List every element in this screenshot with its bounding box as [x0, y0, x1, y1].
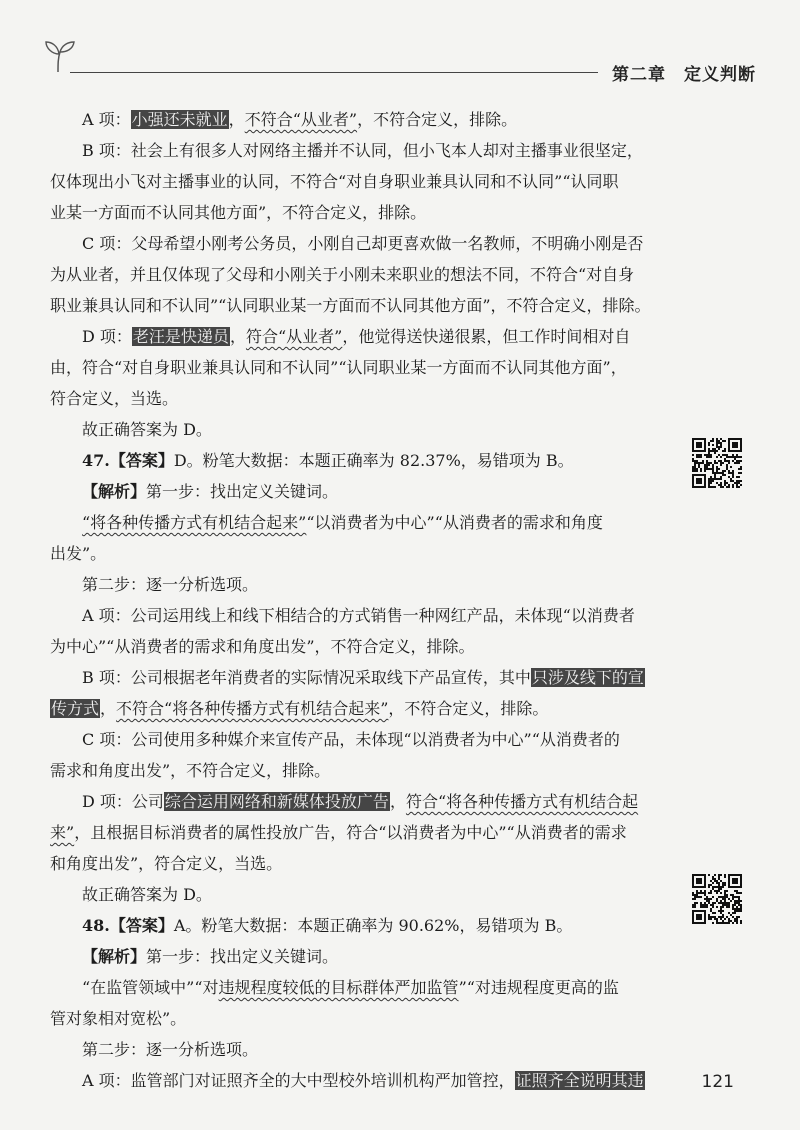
- text-segment: ，: [229, 327, 246, 346]
- text-segment: ，不符合定义，排除。: [357, 110, 518, 129]
- text-line: [80, 569, 664, 600]
- text-segment: 第一步：找出定义关键词。: [146, 947, 339, 966]
- text-segment: 第二步：逐一分析选项。: [82, 575, 259, 594]
- text-segment: ，不符合定义，排除。: [388, 699, 549, 718]
- text-line: [80, 972, 664, 1003]
- highlighted-text: 小强还未就业: [131, 110, 228, 129]
- text-segment: 仅体现出小飞对主播事业的认同，不符合“对自身职业兼具认同和不认同”“认同职: [50, 172, 619, 191]
- text-line: [50, 259, 664, 290]
- text-line: [80, 228, 664, 259]
- qr-code-q48[interactable]: [692, 874, 742, 924]
- text-segment: ”“对违规程度更高的监: [458, 978, 619, 997]
- text-segment: 故正确答案为 D。: [82, 420, 212, 439]
- highlighted-text: 传方式: [51, 699, 100, 718]
- chapter-heading: [612, 60, 756, 85]
- page-body: [50, 104, 664, 1096]
- text-segment: “在监管领域中”“对: [82, 978, 219, 997]
- text-line: [80, 414, 664, 445]
- text-line: [80, 1034, 664, 1065]
- text-segment: “以消费者为中心”“从消费者的需求和角度: [306, 513, 603, 532]
- underlined-text: 违规程度较低的目标群体严加监管: [218, 978, 459, 997]
- text-line: [80, 476, 664, 507]
- text-line: [80, 600, 664, 631]
- bold-label: 【解析】: [82, 947, 147, 966]
- text-line: [80, 724, 664, 755]
- text-segment: 为从业者，并且仅体现了父母和小刚关于小刚未来职业的想法不同，不符合“对自身: [50, 265, 635, 284]
- text-segment: A 项：公司运用线上和线下相结合的方式销售一种网红产品，未体现“以消费者: [82, 606, 635, 625]
- text-segment: C 项：父母希望小刚考公务员，小刚自己却更喜欢做一名教师，不明确小刚是否: [82, 234, 644, 253]
- text-line: [80, 321, 664, 352]
- highlighted-text: 证照齐全说明其违: [515, 1071, 644, 1090]
- underlined-text: 不符合“从业者”: [244, 110, 358, 129]
- text-line: [50, 383, 664, 414]
- qr-code-q47[interactable]: [692, 438, 742, 488]
- text-line: [50, 538, 664, 569]
- text-line: [50, 755, 664, 786]
- text-segment: ，: [389, 792, 406, 811]
- underlined-text: 符合“从业者”: [245, 327, 343, 346]
- text-line: [50, 290, 664, 321]
- text-line: [80, 910, 664, 941]
- header-rule: [70, 72, 598, 73]
- text-line: [80, 135, 664, 166]
- chapter-title: 定义判断: [684, 65, 756, 85]
- text-line: [80, 786, 664, 817]
- text-segment: 职业兼具认同和不认同”“认同职业某一方面而不认同其他方面”，不符合定义，排除。: [50, 296, 651, 315]
- highlighted-text: 老汪是快递员: [132, 327, 229, 346]
- text-line: [50, 1003, 664, 1034]
- text-segment: 需求和角度出发”，不符合定义，排除。: [50, 761, 331, 780]
- page-header: [0, 0, 800, 90]
- text-segment: 由，符合“对自身职业兼具认同和不认同”“认同职业某一方面而不认同其他方面”，: [50, 358, 627, 377]
- text-line: [80, 879, 664, 910]
- text-segment: 故正确答案为 D。: [82, 885, 212, 904]
- highlighted-text: 综合运用网络和新媒体投放广告: [164, 792, 389, 811]
- text-line: [50, 352, 664, 383]
- text-line: [80, 662, 664, 693]
- text-line: [80, 445, 664, 476]
- text-segment: 出发”。: [50, 544, 107, 563]
- text-segment: A 项：监管部门对证照齐全的大中型校外培训机构严加管控，: [82, 1071, 515, 1090]
- bold-label: 【解析】: [82, 482, 147, 501]
- page-number: 121: [701, 1072, 734, 1092]
- text-segment: A。粉笔大数据：本题正确率为 90.62%，易错项为 B。: [173, 916, 573, 935]
- text-segment: 符合定义，当选。: [50, 389, 179, 408]
- text-line: [50, 631, 664, 662]
- underlined-text: 不符合“将各种传播方式有机结合起来”: [116, 699, 389, 718]
- text-segment: ，: [228, 110, 245, 129]
- text-segment: D 项：: [82, 327, 132, 346]
- sprout-icon: [38, 34, 78, 74]
- text-segment: 管对象相对宽松”。: [50, 1009, 187, 1028]
- text-segment: 业某一方面而不认同其他方面”，不符合定义，排除。: [50, 203, 427, 222]
- text-segment: 为中心”“从消费者的需求和角度出发”，不符合定义，排除。: [50, 637, 475, 656]
- text-segment: 第一步：找出定义关键词。: [146, 482, 339, 501]
- text-segment: 第二步：逐一分析选项。: [82, 1040, 259, 1059]
- text-segment: C 项：公司使用多种媒介来宣传产品，未体现“以消费者为中心”“从消费者的: [82, 730, 620, 749]
- bold-label: 47.【答案】: [82, 451, 174, 470]
- text-line: [50, 693, 664, 724]
- text-segment: B 项：公司根据老年消费者的实际情况采取线下产品宣传，其中: [82, 668, 531, 687]
- chapter-number: 第二章: [612, 65, 666, 85]
- text-line: [50, 848, 664, 879]
- text-line: [80, 507, 664, 538]
- underlined-text: “将各种传播方式有机结合起来”: [82, 513, 307, 532]
- text-segment: B 项：社会上有很多人对网络主播并不认同，但小飞本人却对主播事业很坚定，: [82, 141, 643, 160]
- highlighted-text: 只涉及线下的宣: [531, 668, 644, 687]
- text-line: [50, 166, 664, 197]
- text-line: [50, 197, 664, 228]
- text-segment: D 项：公司: [82, 792, 164, 811]
- text-segment: ，: [100, 699, 117, 718]
- text-line: [80, 104, 664, 135]
- text-segment: D。粉笔大数据：本题正确率为 82.37%，易错项为 B。: [173, 451, 574, 470]
- text-segment: A 项：: [82, 110, 131, 129]
- underlined-text: 来”: [50, 823, 75, 842]
- text-line: [50, 817, 664, 848]
- text-segment: ，他觉得送快递很累，但工作时间相对自: [342, 327, 631, 346]
- text-line: [80, 941, 664, 972]
- bold-label: 48.【答案】: [82, 916, 174, 935]
- text-segment: 和角度出发”，符合定义，当选。: [50, 854, 283, 873]
- text-segment: ，且根据目标消费者的属性投放广告，符合“以消费者为中心”“从消费者的需求: [74, 823, 627, 842]
- text-line: [80, 1065, 664, 1096]
- underlined-text: 符合“将各种传播方式有机结合起: [405, 792, 639, 811]
